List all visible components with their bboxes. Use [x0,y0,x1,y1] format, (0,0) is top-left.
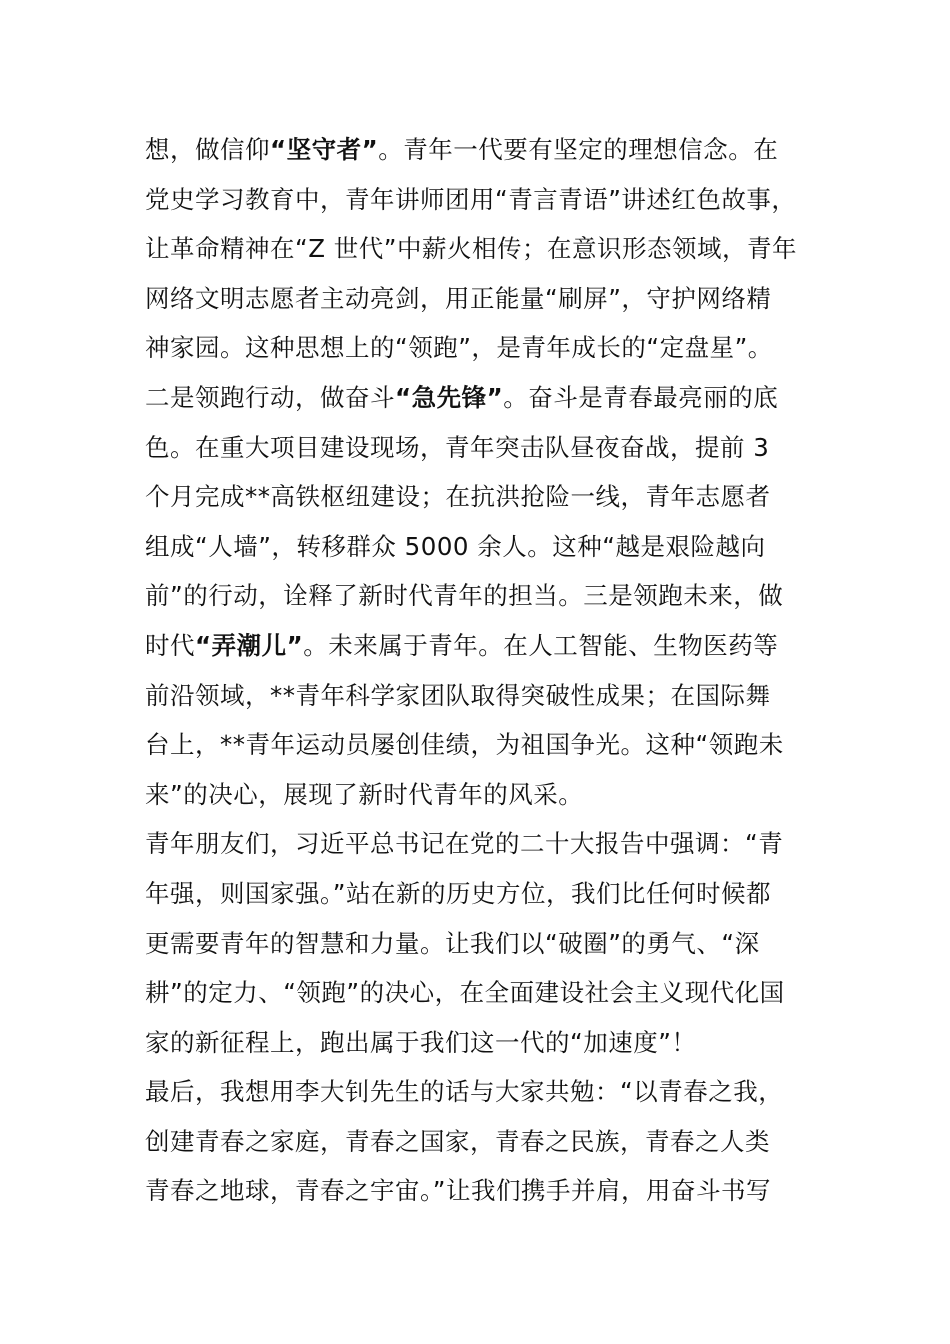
text-line [145,720,835,770]
text-line [145,125,835,175]
text-line [145,224,835,274]
text-line [145,770,835,820]
text-line [145,1067,835,1117]
text-segment: 最后，我想用李大钊先生的话与大家共勉：“以青春之我， [145,1077,784,1107]
text-segment: 创建青春之家庭，青春之国家，青春之民族，青春之人类 [145,1126,770,1156]
text-segment: 。青年一代要有坚定的理想信念。在 [378,135,779,164]
text-segment: 年强，则国家强。”站在新的历史方位，我们比任何时候都 [145,878,771,908]
text-segment: 青春之地球，青春之宇宙。”让我们携手并肩，用奋斗书写 [145,1176,771,1206]
text-segment: 二是领跑行动，做奋斗 [145,382,395,412]
text-segment: 前沿领域，**青年科学家团队取得突破性成果；在国际舞 [145,680,771,710]
text-segment: 更需要青年的智慧和力量。让我们以“破圈”的勇气、“深 [145,928,760,958]
text-segment: 青年朋友们，习近平总书记在党的二十大报告中强调：“青 [145,829,784,859]
text-line [145,1117,835,1167]
text-segment: 台上，**青年运动员屡创佳绩，为祖国争光。这种“领跑未 [145,730,784,760]
text-segment: 。奋斗是青春最亮丽的底 [503,382,779,412]
text-line [145,472,835,522]
text-line [145,819,835,869]
text-line [145,175,835,225]
emphasis-text: “急先锋” [395,382,504,412]
text-segment: 前”的行动，诠释了新时代青年的担当。三是领跑未来，做 [145,581,784,611]
text-segment: 组成“人墙”，转移群众 5000 余人。这种“越是艰险越向 [145,531,766,561]
text-line [145,968,835,1018]
emphasis-text: “弄潮儿” [195,630,304,660]
text-segment: 神家园。这种思想上的“领跑”，是青年成长的“定盘星”。 [145,333,773,363]
text-segment: 让革命精神在“Z 世代”中薪火相传；在意识形态领域，青年 [145,234,797,264]
text-line [145,621,835,671]
text-segment: 耕”的定力、“领跑”的决心，在全面建设社会主义现代化国 [145,978,785,1008]
text-segment: 来”的决心，展现了新时代青年的风采。 [145,779,584,809]
text-line [145,671,835,721]
text-segment: 时代 [145,630,195,660]
text-line [145,869,835,919]
emphasis-text: “坚守者” [270,135,379,164]
text-segment: 。未来属于青年。在人工智能、生物医药等 [303,630,779,660]
text-line [145,571,835,621]
text-segment: 党史学习教育中，青年讲师团用“青言青语”讲述红色故事， [145,184,797,214]
text-line [145,919,835,969]
text-line [145,1166,835,1216]
text-segment: 个月完成**高铁枢纽建设；在抗洪抢险一线，青年志愿者 [145,482,771,512]
text-segment: 色。在重大项目建设现场，青年突击队昼夜奋战，提前 3 [145,432,770,462]
text-line [145,323,835,373]
text-segment: 想，做信仰 [145,135,270,164]
text-line [145,1018,835,1068]
text-line [145,274,835,324]
text-line [145,522,835,572]
text-line [145,373,835,423]
text-line [145,423,835,473]
text-segment: 网络文明志愿者主动亮剑，用正能量“刷屏”，守护网络精 [145,283,772,313]
body-text [145,125,835,1216]
text-segment: 家的新征程上，跑出属于我们这一代的“加速度”！ [145,1027,697,1057]
